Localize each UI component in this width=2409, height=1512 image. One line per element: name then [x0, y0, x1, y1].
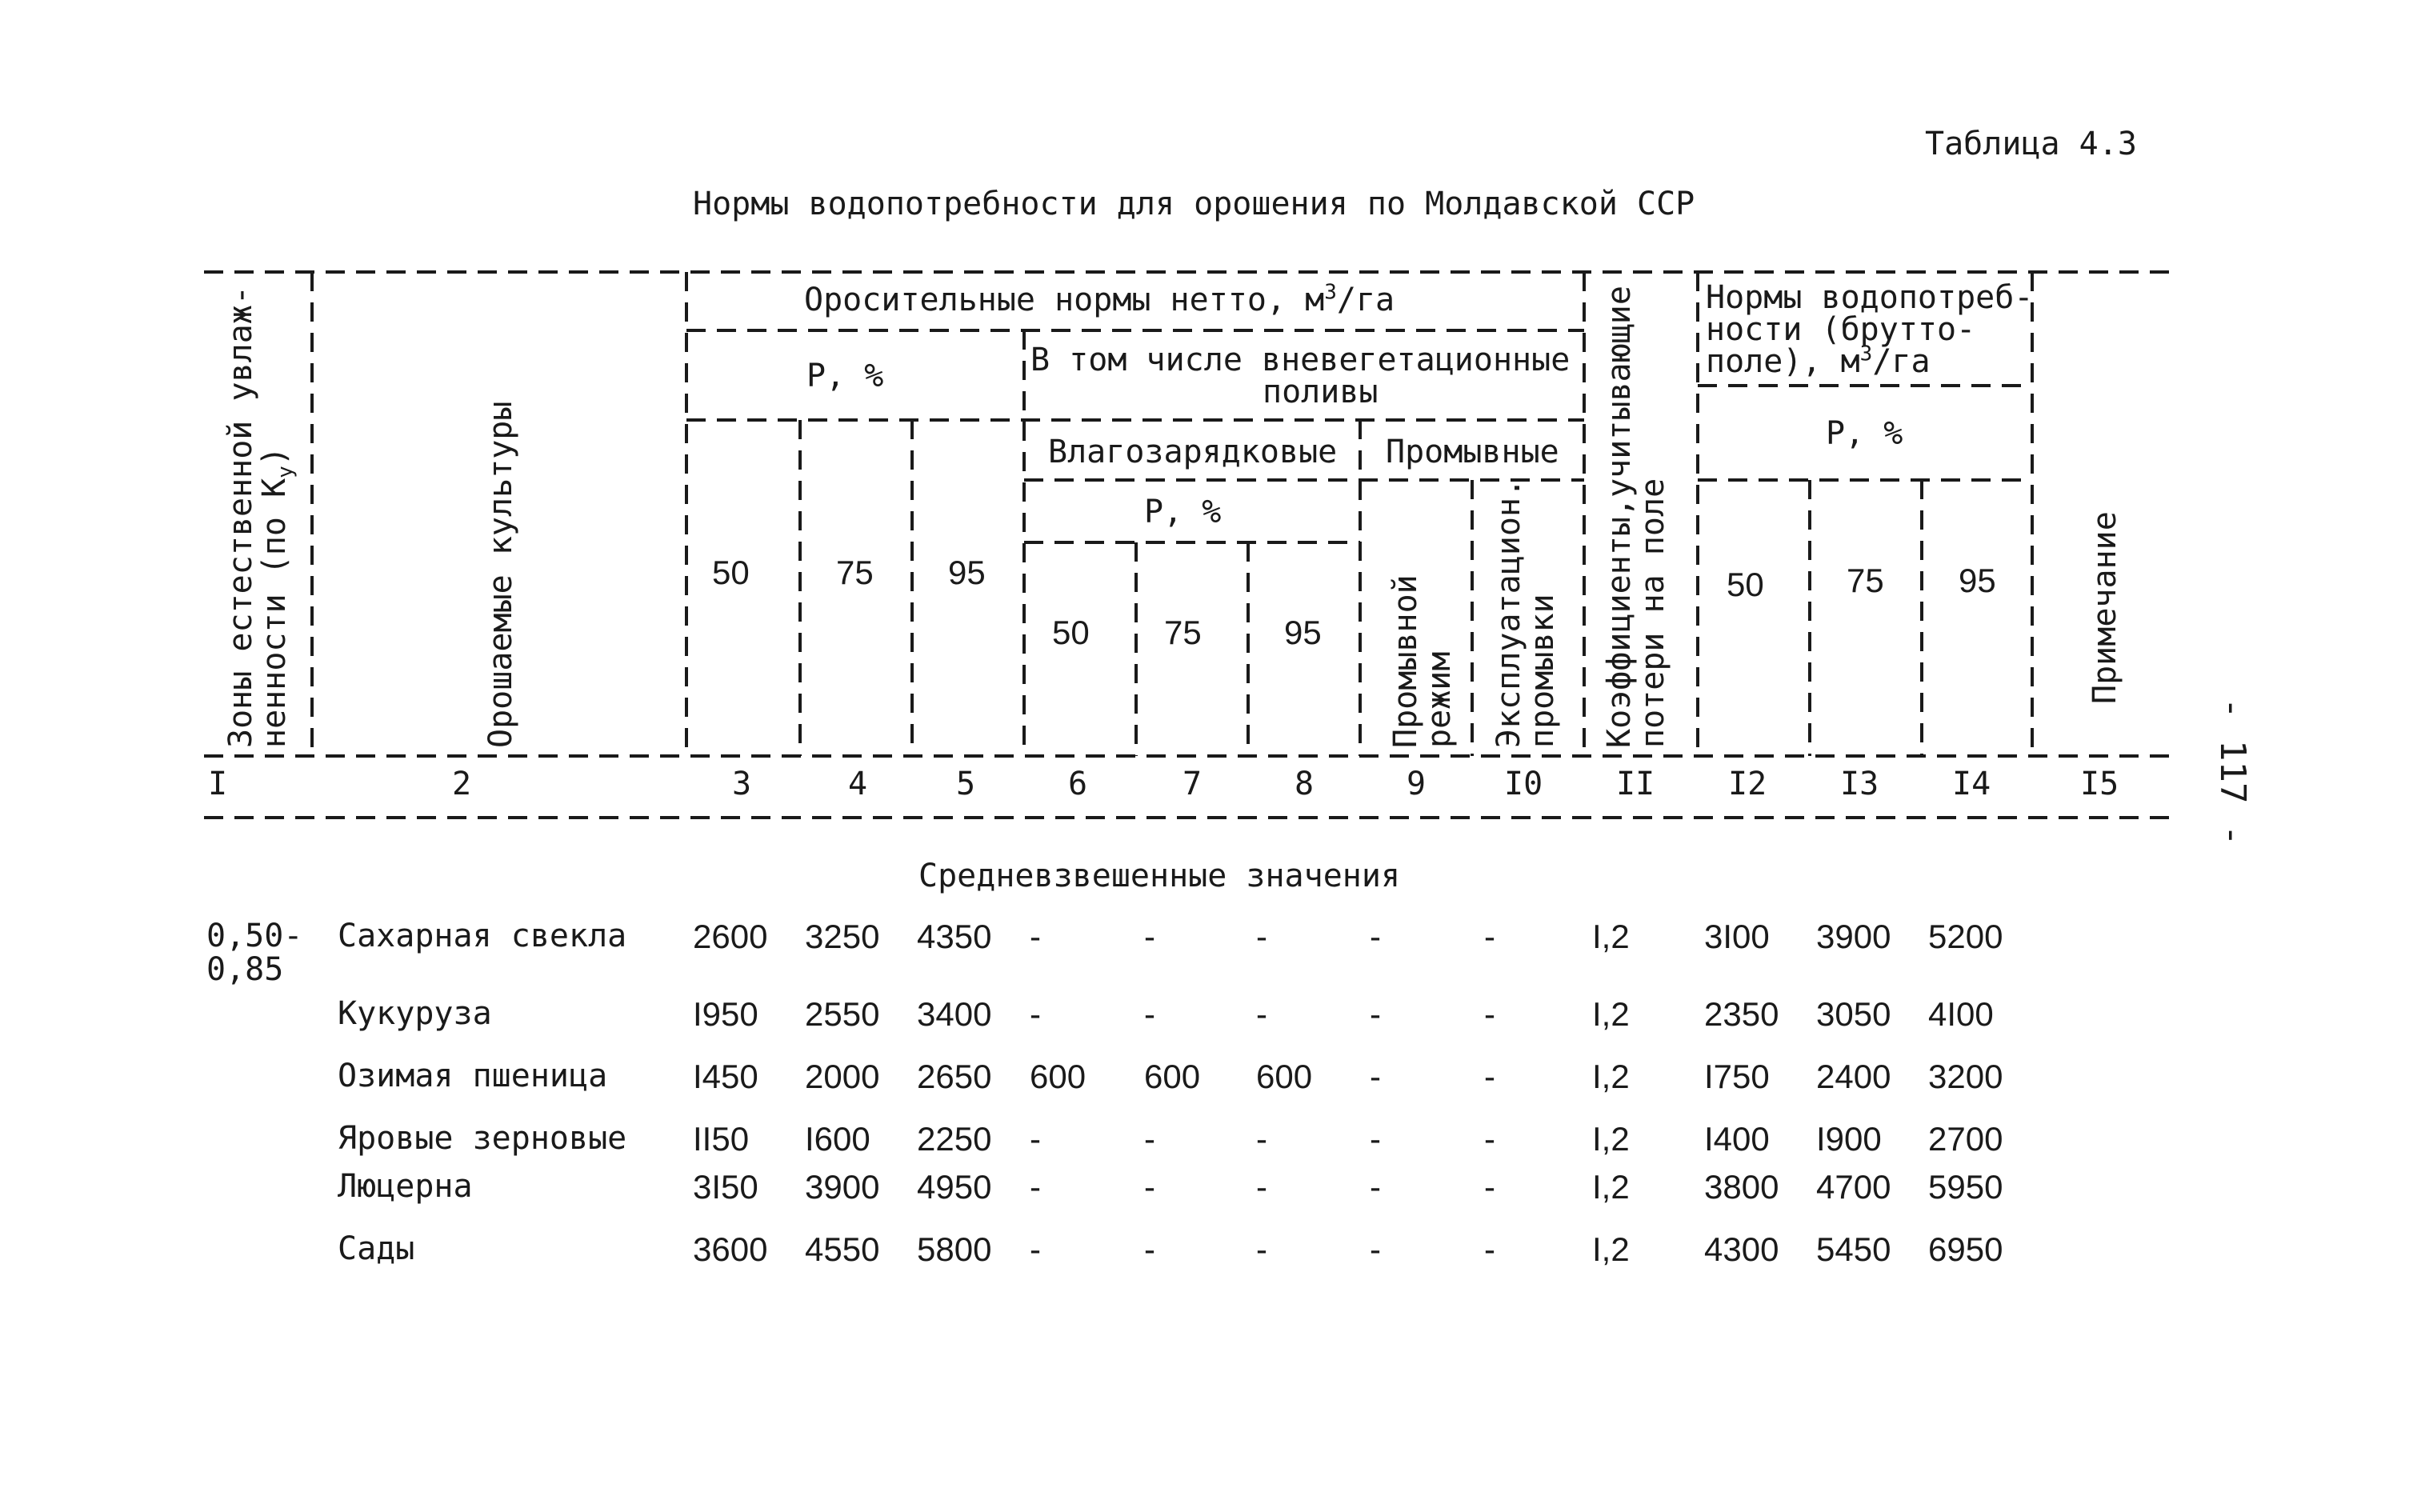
- header-net-p: Р, %: [806, 358, 884, 394]
- table-cell: -: [1484, 918, 1495, 955]
- table-cell: 2700: [1928, 1120, 2003, 1158]
- table-cell: -: [1144, 918, 1155, 955]
- header-net-p-50: 50: [712, 554, 750, 591]
- header-incl-title2: поливы: [1263, 374, 1379, 410]
- crop-name: Озимая пшеница: [338, 1058, 608, 1094]
- header-moist-p-75: 75: [1164, 614, 1202, 651]
- header-gross-p-75: 75: [1847, 562, 1884, 599]
- col-number: 9: [1407, 766, 1427, 802]
- table-cell: -: [1030, 1168, 1041, 1206]
- zone-value-line2: 0,85: [206, 951, 284, 988]
- table-cell: 3I00: [1704, 918, 1770, 955]
- col-number: I2: [1728, 766, 1767, 802]
- table-cell: -: [1370, 918, 1381, 955]
- table-cell: 5450: [1816, 1230, 1891, 1268]
- table-cell: -: [1370, 1168, 1381, 1206]
- section-title: Средневзвешенные значения: [918, 858, 1401, 894]
- table-cell: 6950: [1928, 1230, 2003, 1268]
- col-number: 5: [956, 766, 976, 802]
- header-gross-3: поле), $м^3/га$: [1706, 342, 1931, 380]
- header-wash-exploit: Эксплуатацион. промывки: [1491, 478, 1561, 748]
- zone-value-line1: 0,50-: [206, 918, 303, 954]
- table-cell: I,2: [1592, 1058, 1630, 1095]
- table-cell: -: [1030, 1120, 1041, 1158]
- table-cell: II50: [693, 1120, 750, 1158]
- table-cell: 3800: [1704, 1168, 1779, 1206]
- table-cell: I750: [1704, 1058, 1770, 1095]
- table-cell: 3250: [805, 918, 880, 955]
- table-cell: -: [1144, 995, 1155, 1033]
- table-cell: -: [1256, 1230, 1267, 1268]
- header-net-p-75: 75: [836, 554, 874, 591]
- header-gross-2: ности (брутто-: [1706, 311, 1976, 348]
- page-number: - 117 -: [2212, 698, 2253, 846]
- table-cell: I,2: [1592, 1230, 1630, 1268]
- crop-name: Сады: [338, 1230, 415, 1267]
- table-cell: -: [1484, 1230, 1495, 1268]
- table-cell: I950: [693, 995, 758, 1033]
- table-cell: I,2: [1592, 1168, 1630, 1206]
- crop-name: Кукуруза: [338, 995, 492, 1032]
- table-cell: 4700: [1816, 1168, 1891, 1206]
- header-moist-p-95: 95: [1284, 614, 1322, 651]
- table-cell: 5950: [1928, 1168, 2003, 1206]
- table-cell: -: [1484, 1058, 1495, 1095]
- table-cell: -: [1030, 918, 1041, 955]
- crop-name: Люцерна: [338, 1168, 473, 1205]
- header-moisture-p: Р, %: [1144, 494, 1222, 530]
- header-net-p-95: 95: [948, 554, 986, 591]
- table-cell: -: [1256, 995, 1267, 1033]
- table-cell: -: [1144, 1120, 1155, 1158]
- header-gross-p-50: 50: [1727, 566, 1764, 603]
- col-number: 4: [848, 766, 868, 802]
- header-net-norms: Оросительные нормы нетто, $м^3/га$: [804, 280, 1395, 318]
- crop-name: Яровые зерновые: [338, 1120, 627, 1157]
- table-cell: 3050: [1816, 995, 1891, 1033]
- table-cell: I900: [1816, 1120, 1882, 1158]
- table-cell: -: [1370, 995, 1381, 1033]
- table-cell: I,2: [1592, 918, 1630, 955]
- table-cell: 3600: [693, 1230, 768, 1268]
- col-number: II: [1616, 766, 1655, 802]
- col-number: I: [208, 766, 228, 802]
- col-number: I4: [1952, 766, 1991, 802]
- table-cell: -: [1370, 1058, 1381, 1095]
- table-cell: 4950: [917, 1168, 992, 1206]
- col-number: I3: [1840, 766, 1879, 802]
- header-wash-regime: Промывной режим: [1387, 574, 1458, 748]
- table-cell: I,2: [1592, 995, 1630, 1033]
- header-crops: Орошаемые культуры: [482, 401, 519, 748]
- table-cell: 3400: [917, 995, 992, 1033]
- col-number: 7: [1182, 766, 1202, 802]
- table-cell: 4550: [805, 1230, 880, 1268]
- table-cell: 600: [1256, 1058, 1313, 1095]
- table-cell: 3200: [1928, 1058, 2003, 1095]
- table-cell: 2550: [805, 995, 880, 1033]
- table-cell: 2000: [805, 1058, 880, 1095]
- table-cell: I600: [805, 1120, 870, 1158]
- header-gross-1: Нормы водопотреб-: [1706, 279, 2034, 316]
- table-cell: 2400: [1816, 1058, 1891, 1095]
- table-cell: -: [1256, 1168, 1267, 1206]
- header-moist-p-50: 50: [1052, 614, 1090, 651]
- table-cell: 4300: [1704, 1230, 1779, 1268]
- table-cell: 4350: [917, 918, 992, 955]
- table-cell: 2350: [1704, 995, 1779, 1033]
- col-number: 6: [1068, 766, 1088, 802]
- col-number: I5: [2080, 766, 2119, 802]
- table-cell: I450: [693, 1058, 758, 1095]
- col-number: 3: [732, 766, 752, 802]
- table-cell: 600: [1144, 1058, 1201, 1095]
- col-number: 8: [1295, 766, 1315, 802]
- table-cell: -: [1484, 1168, 1495, 1206]
- table-cell: 4I00: [1928, 995, 1994, 1033]
- table-cell: 600: [1030, 1058, 1086, 1095]
- header-gross-p: Р, %: [1826, 415, 1903, 452]
- table-cell: 5800: [917, 1230, 992, 1268]
- table-cell: -: [1484, 1120, 1495, 1158]
- crop-name: Сахарная свекла: [338, 918, 627, 954]
- table-cell: -: [1144, 1168, 1155, 1206]
- table-cell: I,2: [1592, 1120, 1630, 1158]
- table-cell: 5200: [1928, 918, 2003, 955]
- table-cell: 3I50: [693, 1168, 758, 1206]
- col-number: I0: [1504, 766, 1543, 802]
- header-coefficients: Коэффициенты,учитывающие потери на поле: [1601, 286, 1671, 748]
- header-moisture: Влагозарядковые: [1048, 434, 1338, 470]
- table-cell: -: [1256, 918, 1267, 955]
- table-cell: 2650: [917, 1058, 992, 1095]
- table-cell: -: [1370, 1120, 1381, 1158]
- table-cell: 2250: [917, 1120, 992, 1158]
- table-cell: 3900: [1816, 918, 1891, 955]
- table-cell: 2600: [693, 918, 768, 955]
- table-cell: I400: [1704, 1120, 1770, 1158]
- table-cell: -: [1030, 995, 1041, 1033]
- header-note: Примечание: [2087, 511, 2123, 704]
- table-cell: -: [1256, 1120, 1267, 1158]
- header-gross-p-95: 95: [1959, 562, 1996, 599]
- col-number: 2: [452, 766, 472, 802]
- header-incl-title: В том числе вневегетационные: [1030, 342, 1571, 378]
- table-cell: -: [1484, 995, 1495, 1033]
- table-cell: 3900: [805, 1168, 880, 1206]
- table-cell: -: [1144, 1230, 1155, 1268]
- table-cell: -: [1370, 1230, 1381, 1268]
- header-washing: Промывные: [1386, 434, 1559, 470]
- table-cell: -: [1030, 1230, 1041, 1268]
- table-label: Таблица 4.3: [1925, 126, 2137, 162]
- table-title: Нормы водопотребности для орошения по Молдавской ССР: [693, 186, 1695, 222]
- header-zones: Зоны естественной увлаж- ненности (по $К_у$): [222, 286, 298, 748]
